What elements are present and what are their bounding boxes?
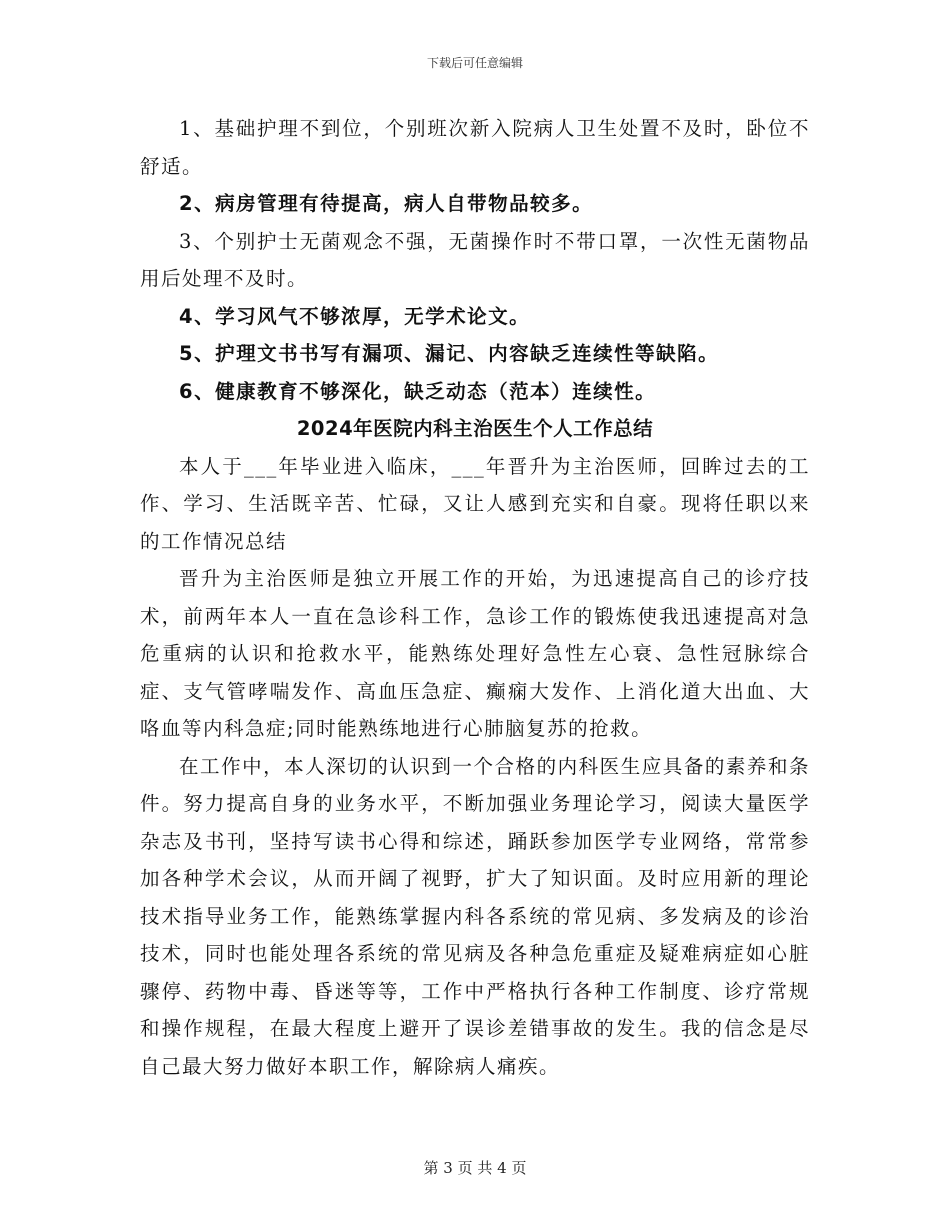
body-paragraph-intro: 本人于___年毕业进入临床，___年晋升为主治医师，回眸过去的工作、学习、生活既辛苦、忙碌，又让人感到充实和自豪。现将任职以来的工作情况总结 — [140, 454, 810, 553]
body-paragraph-work: 在工作中，本人深切的认识到一个合格的内科医生应具备的素养和条件。努力提高自身的业务水平，不断加强业务理论学习，阅读大量医学杂志及书刊，坚持写读书心得和综述，踊跃参加医学专业网络，常常参加各种学术会议，从而开阔了视野，扩大了知识面。及时应用新的理论技术指导业务工作，能熟练掌握内科各系统的常见病、多发病及的诊治技术，同时也能处理各系统的常见病及各种急危重症及疑难病症如心脏骤停、药物中毒、昏迷等等，工作中严格执行各种工作制度、诊疗常规和操作规程，在最大程度上避开了误诊差错事故的发生。我的信念是尽自己最大努力做好本职工作，解除病人痛疾。 — [140, 754, 810, 1078]
issue-item-4: 4、学习风气不够浓厚，无学术论文。 — [179, 304, 531, 328]
issue-item-1: 1、基础护理不到位，个别班次新入院病人卫生处置不及时，卧位不舒适。 — [140, 117, 810, 178]
section-title: 2024年医院内科主治医生个人工作总结 — [296, 417, 654, 440]
page-header: 下载后可任意编辑 — [426, 56, 523, 70]
document-body — [140, 110, 810, 1085]
page-footer: 第 3 页 共 4 页 — [423, 1159, 527, 1177]
issue-item-6: 6、健康教育不够深化，缺乏动态（范本）连续性。 — [179, 379, 657, 403]
issue-item-5: 5、护理文书书写有漏项、漏记、内容缺乏连续性等缺陷。 — [179, 342, 720, 365]
issue-item-3: 3、个别护士无菌观念不强，无菌操作时不带口罩，一次性无菌物品用后处理不及时。 — [140, 229, 810, 290]
issue-item-2: 2、病房管理有待提高，病人自带物品较多。 — [179, 192, 594, 215]
body-paragraph-emergency: 晋升为主治医师是独立开展工作的开始，为迅速提高自己的诊疗技术，前两年本人一直在急诊科工作，急诊工作的锻炼使我迅速提高对急危重病的认识和抢救水平，能熟练处理好急性左心衰、急性冠脉综合症、支气管哮喘发作、高血压急症、癫痫大发作、上消化道大出血、大咯血等内科急症;同时能熟练地进行心肺脑复苏的抢救。 — [140, 567, 810, 740]
